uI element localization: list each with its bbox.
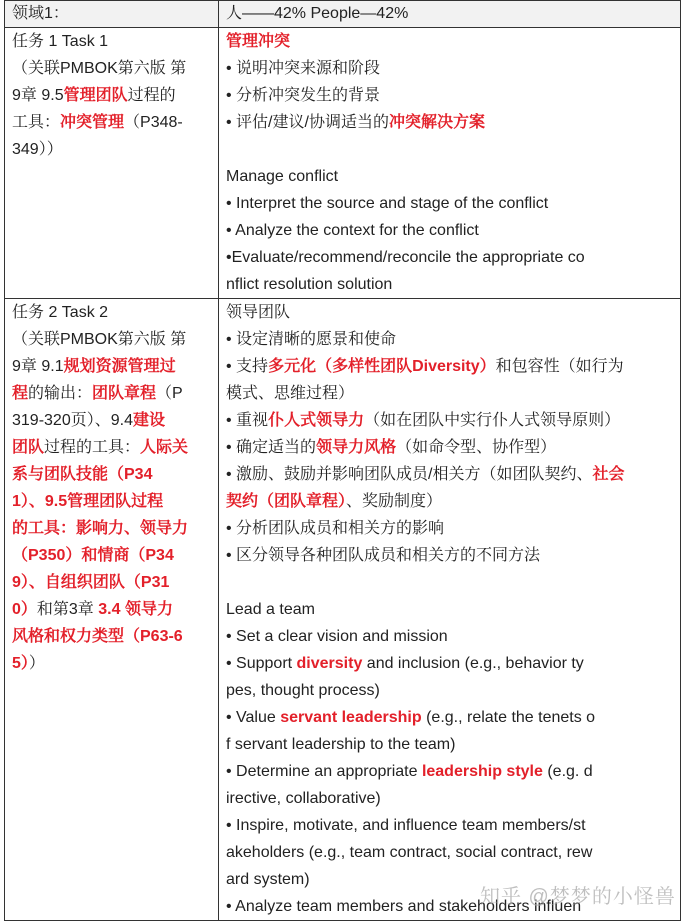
watermark: 知乎 @梦梦的小怪兽: [480, 886, 676, 908]
text-segment: • Analyze the context for the conflict: [226, 222, 479, 239]
text-segment: (e.g. d: [542, 763, 593, 780]
text-segment: • 激励、鼓励并影响团队成员/相关方（如团队契约、: [226, 466, 593, 483]
highlighted-text: servant leadership: [280, 709, 422, 726]
highlighted-text: 0）: [12, 601, 37, 618]
text-line: [226, 434, 674, 461]
highlighted-text: 多元化（多样性团队Diversity）: [268, 358, 496, 375]
text-line: [226, 758, 674, 785]
text-segment: pes, thought process): [226, 682, 380, 699]
highlighted-text: 程: [12, 385, 29, 402]
highlighted-text: 团队: [12, 439, 45, 456]
text-line: [12, 542, 212, 569]
text-line: [226, 109, 674, 136]
text-segment: 、奖励制度）: [346, 493, 443, 510]
highlighted-text: 团队章程: [92, 385, 157, 402]
text-line: [226, 677, 674, 704]
text-segment: • Determine an appropriate: [226, 763, 422, 780]
text-line: [12, 136, 212, 163]
text-line: [226, 299, 674, 326]
text-segment: 工具：: [12, 114, 61, 131]
text-segment: 和第3章: [36, 601, 99, 618]
text-segment: (e.g., relate the tenets o: [421, 709, 596, 726]
header-domain-title: 人——42% People—42%: [219, 1, 681, 28]
text-line: [226, 839, 674, 866]
text-segment: 9章 9.5: [12, 87, 64, 104]
highlighted-text: （P350）和情商（P34: [12, 547, 174, 564]
text-segment: （P348-: [124, 114, 183, 131]
text-line: [12, 82, 212, 109]
text-segment: • 说明冲突来源和阶段: [226, 60, 381, 77]
text-segment: • 支持: [226, 358, 269, 375]
text-segment: • Interpret the source and stage of the conflict: [226, 195, 549, 212]
text-line: [226, 326, 674, 353]
text-segment: • Value: [226, 709, 281, 726]
text-segment: • Set a clear vision and mission: [226, 628, 448, 645]
text-segment: akeholders (e.g., team contract, social contract, rew: [226, 844, 593, 861]
text-line: [226, 380, 674, 407]
text-segment: 过程的: [127, 87, 176, 104]
text-line: [226, 515, 674, 542]
text-segment: （如在团队中实行仆人式领导原则）: [364, 412, 621, 429]
text-line: [12, 407, 212, 434]
text-segment: 任务 2 Task 2: [12, 304, 109, 321]
text-line: [226, 650, 674, 677]
text-line: [226, 542, 674, 569]
task-2-description-cell: [219, 299, 681, 921]
text-segment: ard system): [226, 871, 310, 888]
text-line: [226, 785, 674, 812]
text-segment: • 分析冲突发生的背景: [226, 87, 381, 104]
text-line: [226, 217, 674, 244]
highlighted-text: 风格和权力类型（P63-6: [12, 628, 183, 645]
text-segment: （关联PMBOK第六版 第: [12, 331, 187, 348]
highlighted-text: 仆人式领导力: [268, 412, 365, 429]
text-segment: 任务 1 Task 1: [12, 33, 109, 50]
task-2-reference-cell: [5, 299, 219, 921]
table-header-row: [5, 1, 681, 28]
text-segment: 349））: [12, 141, 63, 158]
text-line: [12, 515, 212, 542]
text-line: [226, 353, 674, 380]
text-segment: 和包容性（如行为: [495, 358, 624, 375]
highlighted-text: 系与团队技能（P34: [12, 466, 153, 483]
text-line: [226, 704, 674, 731]
text-line: [226, 190, 674, 217]
text-line: [12, 326, 212, 353]
highlighted-text: 冲突解决方案: [388, 114, 485, 131]
highlighted-text: 规划资源管理过: [63, 358, 176, 375]
highlighted-text: diversity: [296, 655, 363, 672]
text-segment: • Analyze team members and stakeholders influen: [226, 898, 582, 915]
text-line: [12, 434, 212, 461]
text-line: [226, 407, 674, 434]
text-segment: • Inspire, motivate, and influence team members/st: [226, 817, 586, 834]
text-segment: （P: [156, 385, 183, 402]
text-line: [226, 812, 674, 839]
text-line: [226, 569, 674, 596]
highlighted-text: leadership style: [421, 763, 543, 780]
highlighted-text: 人际关: [140, 439, 189, 456]
text-segment: • 区分领导各种团队成员和相关方的不同方法: [226, 547, 541, 564]
text-line: [226, 163, 674, 190]
table-row-task-2: [5, 299, 681, 921]
domain-table: [4, 0, 681, 921]
text-segment: • Support: [226, 655, 297, 672]
highlighted-text: 管理团队: [63, 87, 128, 104]
highlighted-text: 冲突管理: [60, 114, 125, 131]
text-segment: 过程的工具：: [44, 439, 141, 456]
task-1-description-cell: [219, 28, 681, 299]
text-line: [12, 55, 212, 82]
text-line: [12, 299, 212, 326]
text-segment: ）: [28, 655, 45, 672]
text-line: [12, 461, 212, 488]
text-segment: • 评估/建议/协调适当的: [226, 114, 389, 131]
text-line: [226, 82, 674, 109]
highlighted-text: 管理冲突: [226, 33, 291, 50]
text-line: [12, 650, 212, 677]
highlighted-text: 建设: [132, 412, 165, 429]
text-line: [226, 136, 674, 163]
highlighted-text: 1）、9.5管理团队过程: [12, 493, 164, 510]
task-1-reference-cell: [5, 28, 219, 299]
text-line: [12, 569, 212, 596]
text-segment: 模式、思维过程）: [226, 385, 355, 402]
text-segment: （关联PMBOK第六版 第: [12, 60, 187, 77]
text-line: [226, 28, 674, 55]
table-row-task-1: [5, 28, 681, 299]
highlighted-text: 5）: [12, 655, 29, 672]
text-line: [12, 488, 212, 515]
highlighted-text: 领导力风格: [316, 439, 397, 456]
text-line: [226, 461, 674, 488]
text-line: [226, 731, 674, 758]
text-segment: f servant leadership to the team): [226, 736, 456, 753]
highlighted-text: 9）、自组织团队（P31: [12, 574, 170, 591]
text-segment: irective, collaborative): [226, 790, 381, 807]
text-segment: • 重视: [226, 412, 269, 429]
text-line: [226, 623, 674, 650]
text-line: [226, 55, 674, 82]
text-segment: • 分析团队成员和相关方的影响: [226, 520, 445, 537]
text-line: [12, 353, 212, 380]
text-line: [12, 623, 212, 650]
text-segment: 319-320页）、9.4: [12, 412, 133, 429]
text-segment: Manage conflict: [226, 168, 339, 185]
text-line: [12, 109, 212, 136]
highlighted-text: 3.4 领导力: [98, 601, 173, 618]
text-segment: 9章 9.1: [12, 358, 64, 375]
header-domain-label: 领域1：: [5, 1, 219, 28]
text-segment: and inclusion (e.g., behavior ty: [362, 655, 584, 672]
text-segment: • 确定适当的: [226, 439, 317, 456]
text-segment: 领导团队: [226, 304, 291, 321]
text-segment: 的输出：: [28, 385, 93, 402]
text-segment: Lead a team: [226, 601, 315, 618]
text-line: [226, 271, 674, 298]
text-line: [12, 596, 212, 623]
text-segment: • 设定清晰的愿景和使命: [226, 331, 397, 348]
text-segment: •Evaluate/recommend/reconcile the appropriate co: [226, 249, 585, 266]
highlighted-text: 社会: [592, 466, 625, 483]
text-line: [226, 488, 674, 515]
text-line: [12, 28, 212, 55]
text-segment: （如命令型、协作型）: [396, 439, 557, 456]
text-line: [226, 596, 674, 623]
text-line: [12, 380, 212, 407]
highlighted-text: 的工具：影响力、领导力: [12, 520, 189, 537]
highlighted-text: 契约（团队章程）: [226, 493, 347, 510]
text-segment: nflict resolution solution: [226, 276, 393, 293]
text-line: [226, 244, 674, 271]
